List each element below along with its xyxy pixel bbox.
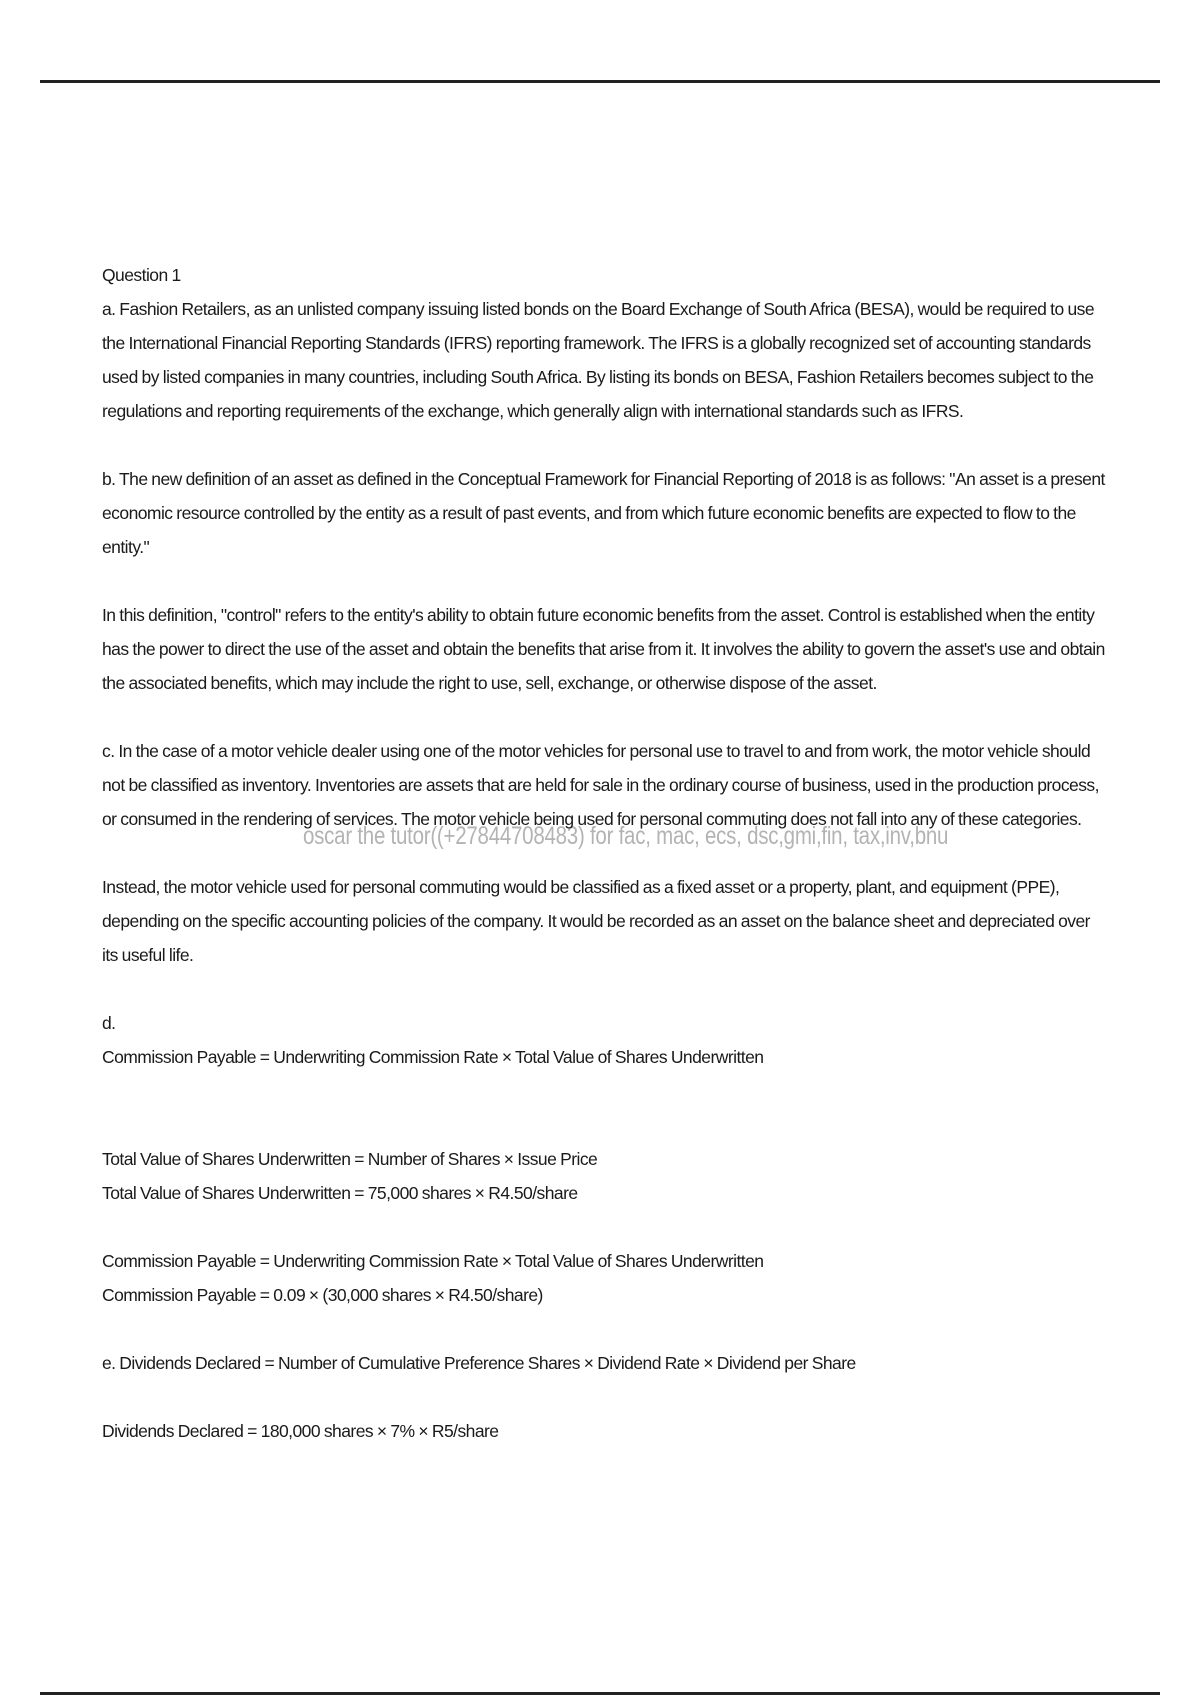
paragraph-spacer <box>102 700 1107 734</box>
paragraph-spacer <box>102 1380 1107 1414</box>
watermark-text: oscar the tutor((+27844708483) for fac, mac, ecs, dsc,gmi,fin, tax,inv,bnu <box>303 822 949 850</box>
paragraph-spacer <box>102 428 1107 462</box>
part-d-formula-repeat: Commission Payable = Underwriting Commission Rate × Total Value of Shares Underwritten <box>102 1251 764 1271</box>
paragraph-spacer <box>102 972 1107 1006</box>
question-title: Question 1 <box>102 265 181 285</box>
part-d-total-calculation: Total Value of Shares Underwritten = 75,000 shares × R4.50/share <box>102 1183 578 1203</box>
part-d-calculation: Commission Payable = 0.09 × (30,000 shares × R4.50/share) <box>102 1285 543 1305</box>
part-d-label: d. <box>102 1013 116 1033</box>
part-e-formula: e. Dividends Declared = Number of Cumulative Preference Shares × Dividend Rate × Dividend per Share <box>102 1353 856 1373</box>
bottom-rule <box>40 1692 1160 1695</box>
part-b-control-paragraph: In this definition, "control" refers to the entity's ability to obtain future economic benefits from the asset. Control is established when the entity has the power to direct the use of the asset and obtain the benefits that arise from it. It involves the ability to govern the asset's use and obtain the associated benefits, which may include the right to use, sell, exchange, or otherwise dispose of the asset. <box>102 605 1105 693</box>
paragraph-spacer <box>102 1074 1107 1142</box>
paragraph-spacer <box>102 836 1107 870</box>
part-e-calculation: Dividends Declared = 180,000 shares × 7% × R5/share <box>102 1421 499 1441</box>
part-a-paragraph: a. Fashion Retailers, as an unlisted company issuing listed bonds on the Board Exchange of South Africa (BESA), would be required to use the International Financial Reporting Standards (IFRS) reporting framework. The IFRS is a globally recognized set of accounting standards used by listed companies in many countries, including South Africa. By listing its bonds on BESA, Fashion Retailers becomes subject to the regulations and reporting requirements of the exchange, which generally align with international standards such as IFRS. <box>102 299 1095 421</box>
part-d-total-formula: Total Value of Shares Underwritten = Number of Shares × Issue Price <box>102 1149 598 1169</box>
document-body <box>102 258 1107 1448</box>
paragraph-spacer <box>102 1210 1107 1244</box>
part-d-formula: Commission Payable = Underwriting Commission Rate × Total Value of Shares Underwritten <box>102 1047 764 1067</box>
part-c-paragraph: c. In the case of a motor vehicle dealer using one of the motor vehicles for personal use to travel to and from work, the motor vehicle should not be classified as inventory. Inventories are assets that are held for sale in the ordinary course of business, used in the production process, or consumed in the rendering of services. The motor vehicle being used for personal commuting does not fall into any of these categories. <box>102 741 1099 829</box>
paragraph-spacer <box>102 564 1107 598</box>
top-rule <box>40 80 1160 83</box>
part-b-paragraph: b. The new definition of an asset as defined in the Conceptual Framework for Financial Reporting of 2018 is as follows: "An asset is a present economic resource controlled by the entity as a result of past events, and from which future economic benefits are expected to flow to the entity." <box>102 469 1105 557</box>
part-c-instead-paragraph: Instead, the motor vehicle used for personal commuting would be classified as a fixed asset or a property, plant, and equipment (PPE), depending on the specific accounting policies of the company. It would be recorded as an asset on the balance sheet and depreciated over its useful life. <box>102 877 1090 965</box>
paragraph-spacer <box>102 1312 1107 1346</box>
